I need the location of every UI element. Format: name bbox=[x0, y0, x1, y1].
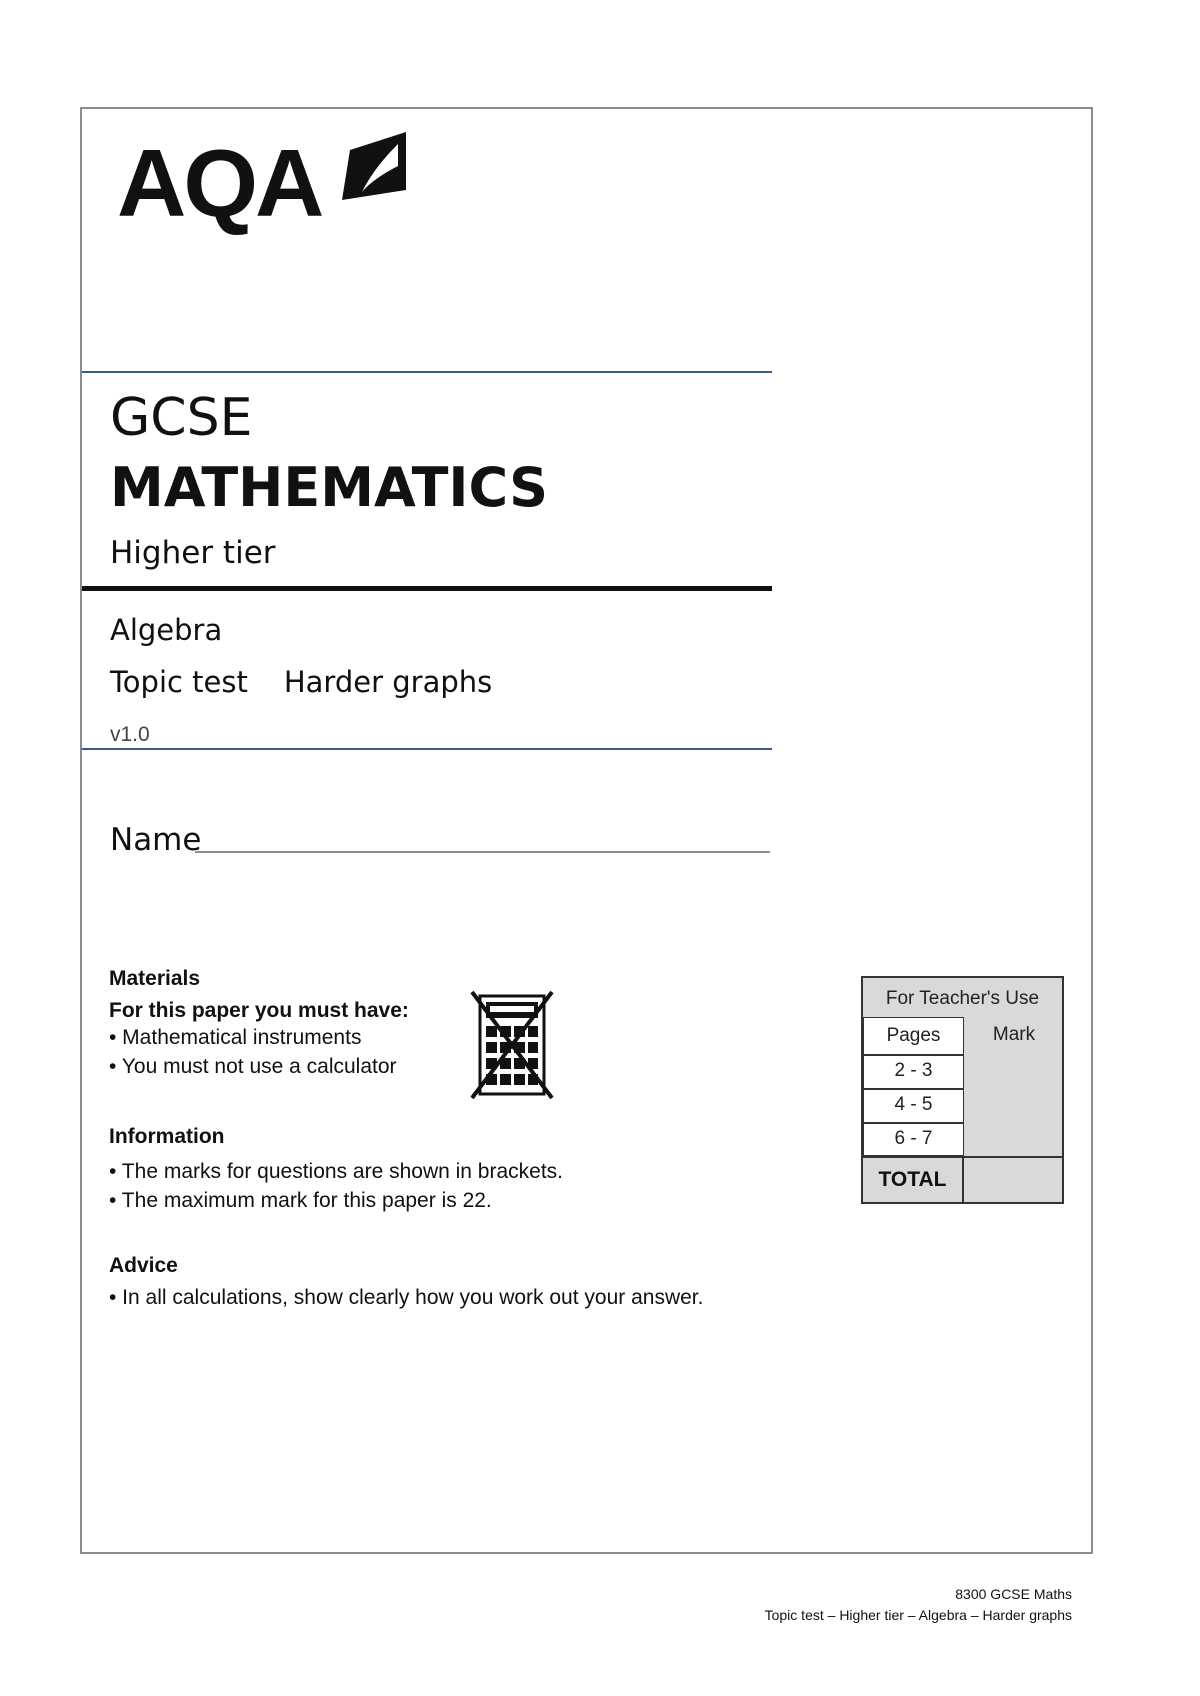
aqa-logo bbox=[117, 132, 407, 242]
pages-row: 6 - 7 bbox=[863, 1123, 964, 1156]
qualification-title: GCSE bbox=[110, 388, 253, 448]
teacher-use-box bbox=[861, 976, 1064, 1204]
name-label: Name bbox=[110, 822, 202, 858]
rule-bottom bbox=[82, 748, 772, 750]
information-heading: Information bbox=[109, 1125, 225, 1148]
logo-text: AQA bbox=[117, 130, 322, 237]
materials-item: • You must not use a calculator bbox=[109, 1055, 397, 1078]
no-calculator-icon bbox=[470, 990, 554, 1100]
information-item: • The maximum mark for this paper is 22. bbox=[109, 1189, 492, 1212]
rule-thick bbox=[82, 586, 772, 591]
pages-row: 4 - 5 bbox=[863, 1089, 964, 1123]
mark-header: Mark bbox=[992, 1024, 1036, 1045]
topic-line bbox=[110, 665, 493, 699]
pages-header: Pages bbox=[863, 1017, 964, 1055]
information-item: • The marks for questions are shown in brackets. bbox=[109, 1160, 564, 1183]
advice-heading: Advice bbox=[109, 1254, 178, 1277]
aqa-logo-mark-icon bbox=[342, 132, 406, 200]
footer-line2: Topic test – Higher tier – Algebra – Harder graphs bbox=[764, 1607, 1072, 1623]
page-frame bbox=[80, 107, 1093, 1554]
name-field-line[interactable] bbox=[195, 851, 770, 853]
rule-top bbox=[82, 371, 772, 373]
subject-title: MATHEMATICS bbox=[110, 456, 549, 519]
version-label: v1.0 bbox=[110, 723, 150, 746]
total-label: TOTAL bbox=[863, 1158, 964, 1202]
materials-item: • Mathematical instruments bbox=[109, 1026, 362, 1049]
pages-row: 2 - 3 bbox=[863, 1055, 964, 1089]
tier-label: Higher tier bbox=[110, 535, 276, 571]
topic-label: Topic test bbox=[110, 665, 248, 699]
topic-name: Harder graphs bbox=[283, 665, 493, 699]
unit-label: Algebra bbox=[110, 613, 223, 647]
materials-subheading: For this paper you must have: bbox=[109, 999, 409, 1022]
teacher-box-title: For Teacher's Use bbox=[885, 988, 1040, 1009]
materials-heading: Materials bbox=[109, 967, 201, 990]
footer-line1: 8300 GCSE Maths bbox=[955, 1586, 1072, 1602]
advice-item: • In all calculations, show clearly how you work out your answer. bbox=[109, 1286, 704, 1309]
total-row bbox=[863, 1156, 1062, 1202]
